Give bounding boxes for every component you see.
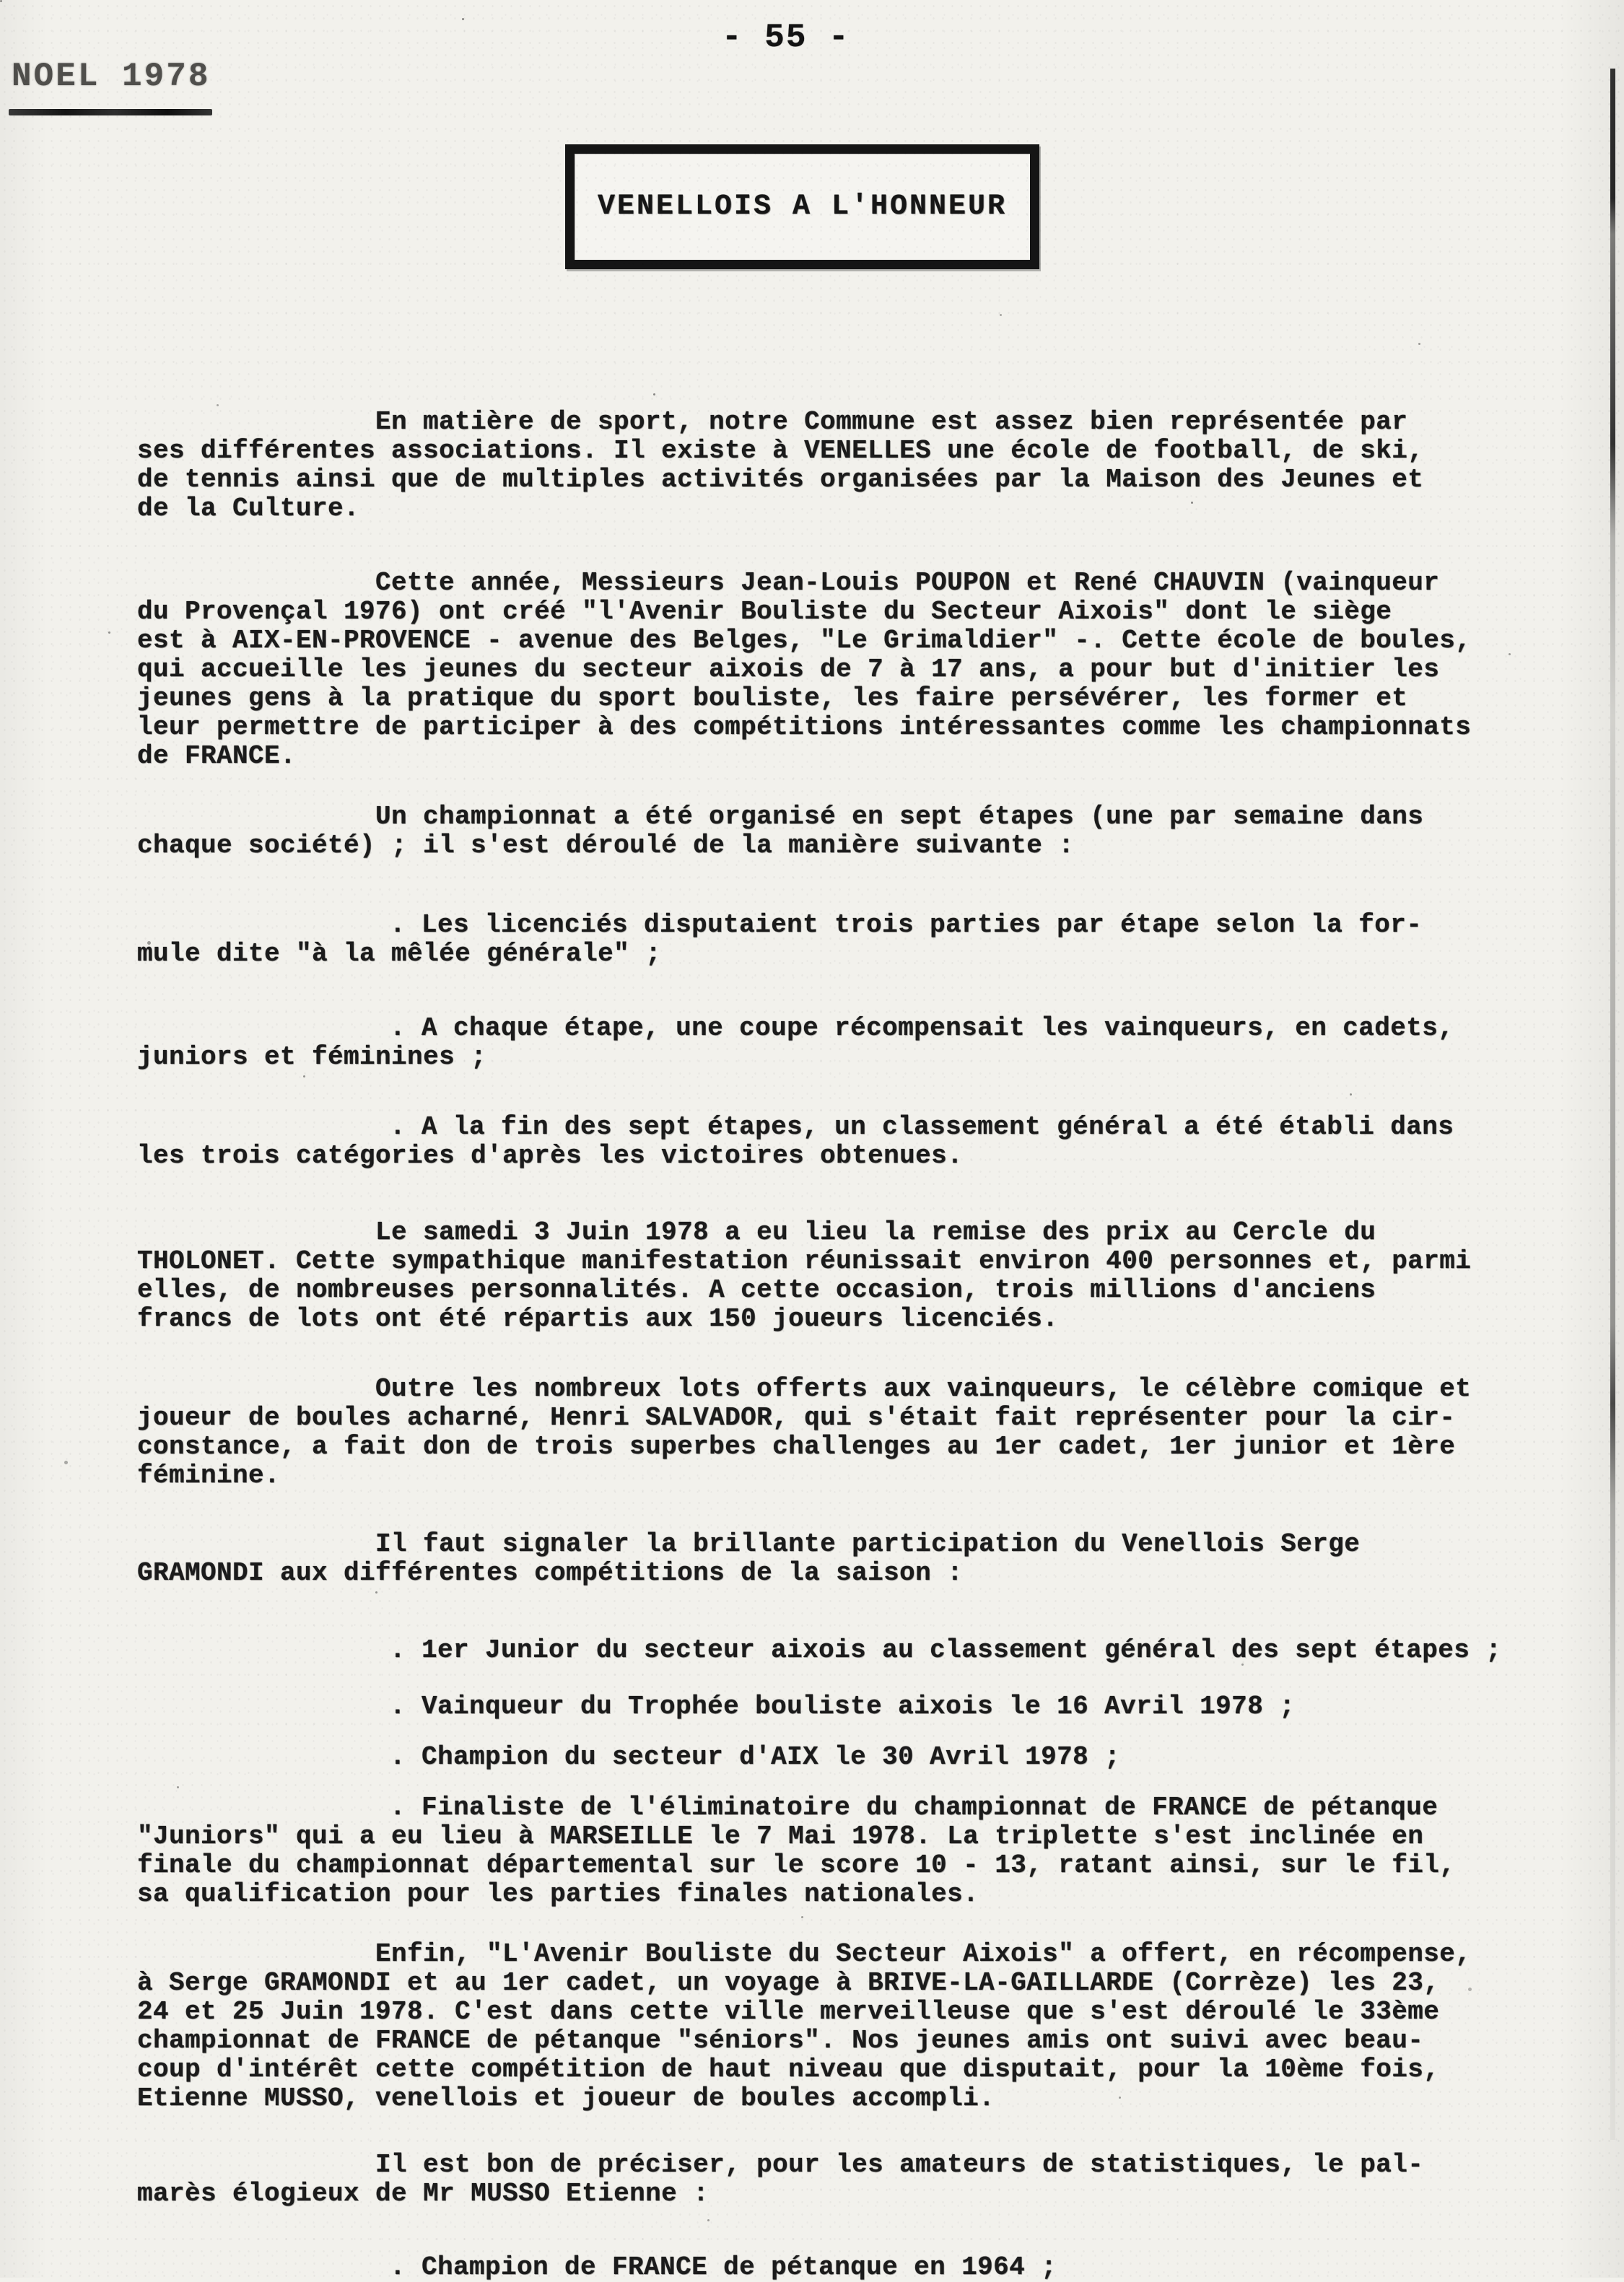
paragraph <box>137 1375 1523 1490</box>
list-item <box>137 1743 1523 1772</box>
list-item <box>137 1113 1523 1171</box>
text-line: de tennis ainsi que de multiples activités organisées par la Maison des Jeunes et <box>137 465 1424 494</box>
text-line: . 1er Junior du secteur aixois au classement général des sept étapes ; <box>390 1635 1502 1665</box>
text-line: coup d'intérêt cette compétition de haut niveau que disputait, pour la 10ème fois, <box>137 2055 1440 2084</box>
list-item <box>137 1014 1523 1072</box>
text-line: GRAMONDI aux différentes compétitions de la saison : <box>137 1558 964 1588</box>
text-line: est à AIX-EN-PROVENCE - avenue des Belges, "Le Grimaldier" -. Cette école de boules, <box>137 626 1472 655</box>
text-line: qui accueille les jeunes du secteur aixois de 7 à 17 ans, a pour but d'initier les <box>137 655 1440 684</box>
text-line: du Provençal 1976) ont créé "l'Avenir Bouliste du Secteur Aixois" dont le siège <box>137 597 1392 626</box>
issue-stamp: NOEL 1978 <box>12 58 211 95</box>
paragraph <box>137 408 1523 523</box>
text-line: . Champion de FRANCE de pétanque en 1964 ; <box>390 2252 1057 2282</box>
text-line: jeunes gens à la pratique du sport bouliste, les faire persévérer, les former et <box>137 683 1408 713</box>
text-line: les trois catégories d'après les victoires obtenues. <box>137 1141 964 1171</box>
text-line: de la Culture. <box>137 494 360 523</box>
list-item <box>137 1636 1523 1665</box>
title-box <box>565 144 1039 269</box>
paragraph <box>137 569 1523 771</box>
text-line: En matière de sport, notre Commune est assez bien représentée par <box>375 407 1408 437</box>
text-line: elles, de nombreuses personnalités. A cette occasion, trois millions d'anciens <box>137 1275 1376 1305</box>
text-line: chaque société) ; il s'est déroulé de la manière suivante : <box>137 831 1075 860</box>
paragraph <box>137 803 1523 860</box>
text-line: . Les licenciés disputaient trois parties par étape selon la for- <box>390 910 1423 940</box>
text-line: constance, a fait don de trois superbes challenges au 1er cadet, 1er junior et 1ère <box>137 1432 1456 1461</box>
text-line: THOLONET. Cette sympathique manifestation réunissait environ 400 personnes et, parmi <box>137 1246 1472 1276</box>
text-line: sa qualification pour les parties finales nationales. <box>137 1879 979 1909</box>
paragraph <box>137 1218 1523 1334</box>
text-line: finale du championnat départemental sur le score 10 - 13, ratant ainsi, sur le fil, <box>137 1850 1456 1880</box>
text-line: francs de lots ont été répartis aux 150 joueurs licenciés. <box>137 1304 1059 1334</box>
text-line: Il faut signaler la brillante participation du Venellois Serge <box>375 1529 1361 1559</box>
text-line: mule dite "à la mêlée générale" ; <box>137 939 662 969</box>
article-body <box>137 408 1523 2282</box>
paragraph <box>137 1530 1523 1588</box>
text-line: . Finaliste de l'éliminatoire du championnat de FRANCE de pétanque <box>390 1793 1439 1822</box>
text-line: Enfin, "L'Avenir Bouliste du Secteur Aixois" a offert, en récompense, <box>375 1939 1472 1969</box>
text-line: . Champion du secteur d'AIX le 30 Avril 1978 ; <box>390 1742 1121 1772</box>
page-number: - 55 - <box>722 19 850 56</box>
article-title: VENELLOIS A L'HONNEUR <box>597 191 1008 223</box>
text-line: . A la fin des sept étapes, un classement général a été établi dans <box>390 1112 1454 1142</box>
text-line: juniors et féminines ; <box>137 1042 487 1072</box>
text-line: . Vainqueur du Trophée bouliste aixois le 16 Avril 1978 ; <box>390 1692 1296 1721</box>
text-line: ses différentes associations. Il existe à VENELLES une école de football, de ski, <box>137 436 1424 465</box>
stamp-underline <box>9 109 212 115</box>
text-line: Le samedi 3 Juin 1978 a eu lieu la remise des prix au Cercle du <box>375 1217 1376 1247</box>
scan-specks <box>0 0 2 2</box>
text-line: de FRANCE. <box>137 741 297 771</box>
text-line: Outre les nombreux lots offerts aux vainqueurs, le célèbre comique et <box>375 1374 1472 1404</box>
list-item <box>137 2253 1523 2282</box>
text-line: championnat de FRANCE de pétanque "séniors". Nos jeunes amis ont suivi avec beau- <box>137 2026 1424 2055</box>
text-line: Cette année, Messieurs Jean-Louis POUPON et René CHAUVIN (vainqueur <box>375 568 1440 598</box>
scan-edge-artifact <box>1610 69 1615 2140</box>
text-line: leur permettre de participer à des compétitions intéressantes comme les championnats <box>137 712 1472 742</box>
text-line: féminine. <box>137 1461 281 1490</box>
text-line: à Serge GRAMONDI et au 1er cadet, un voyage à BRIVE-LA-GAILLARDE (Corrèze) les 23, <box>137 1968 1440 1998</box>
text-line: "Juniors" qui a eu lieu à MARSEILLE le 7 Mai 1978. La triplette s'est inclinée en <box>137 1822 1424 1851</box>
text-line: Un championnat a été organisé en sept étapes (une par semaine dans <box>375 802 1424 831</box>
paragraph <box>137 1940 1523 2113</box>
text-line: marès élogieux de Mr MUSSO Etienne : <box>137 2179 710 2208</box>
text-line: . A chaque étape, une coupe récompensait les vainqueurs, en cadets, <box>390 1013 1454 1043</box>
list-item <box>137 1692 1523 1721</box>
text-line: Il est bon de préciser, pour les amateurs de statistiques, le pal- <box>375 2150 1424 2180</box>
text-line: 24 et 25 Juin 1978. C'est dans cette ville merveilleuse que s'est déroulé le 33ème <box>137 1997 1440 2027</box>
paragraph <box>137 2151 1523 2208</box>
text-line: joueur de boules acharné, Henri SALVADOR, qui s'était fait représenter pour la cir- <box>137 1403 1456 1433</box>
list-item <box>137 1793 1523 1909</box>
list-item <box>137 911 1523 969</box>
text-line: Etienne MUSSO, venellois et joueur de boules accompli. <box>137 2084 995 2113</box>
